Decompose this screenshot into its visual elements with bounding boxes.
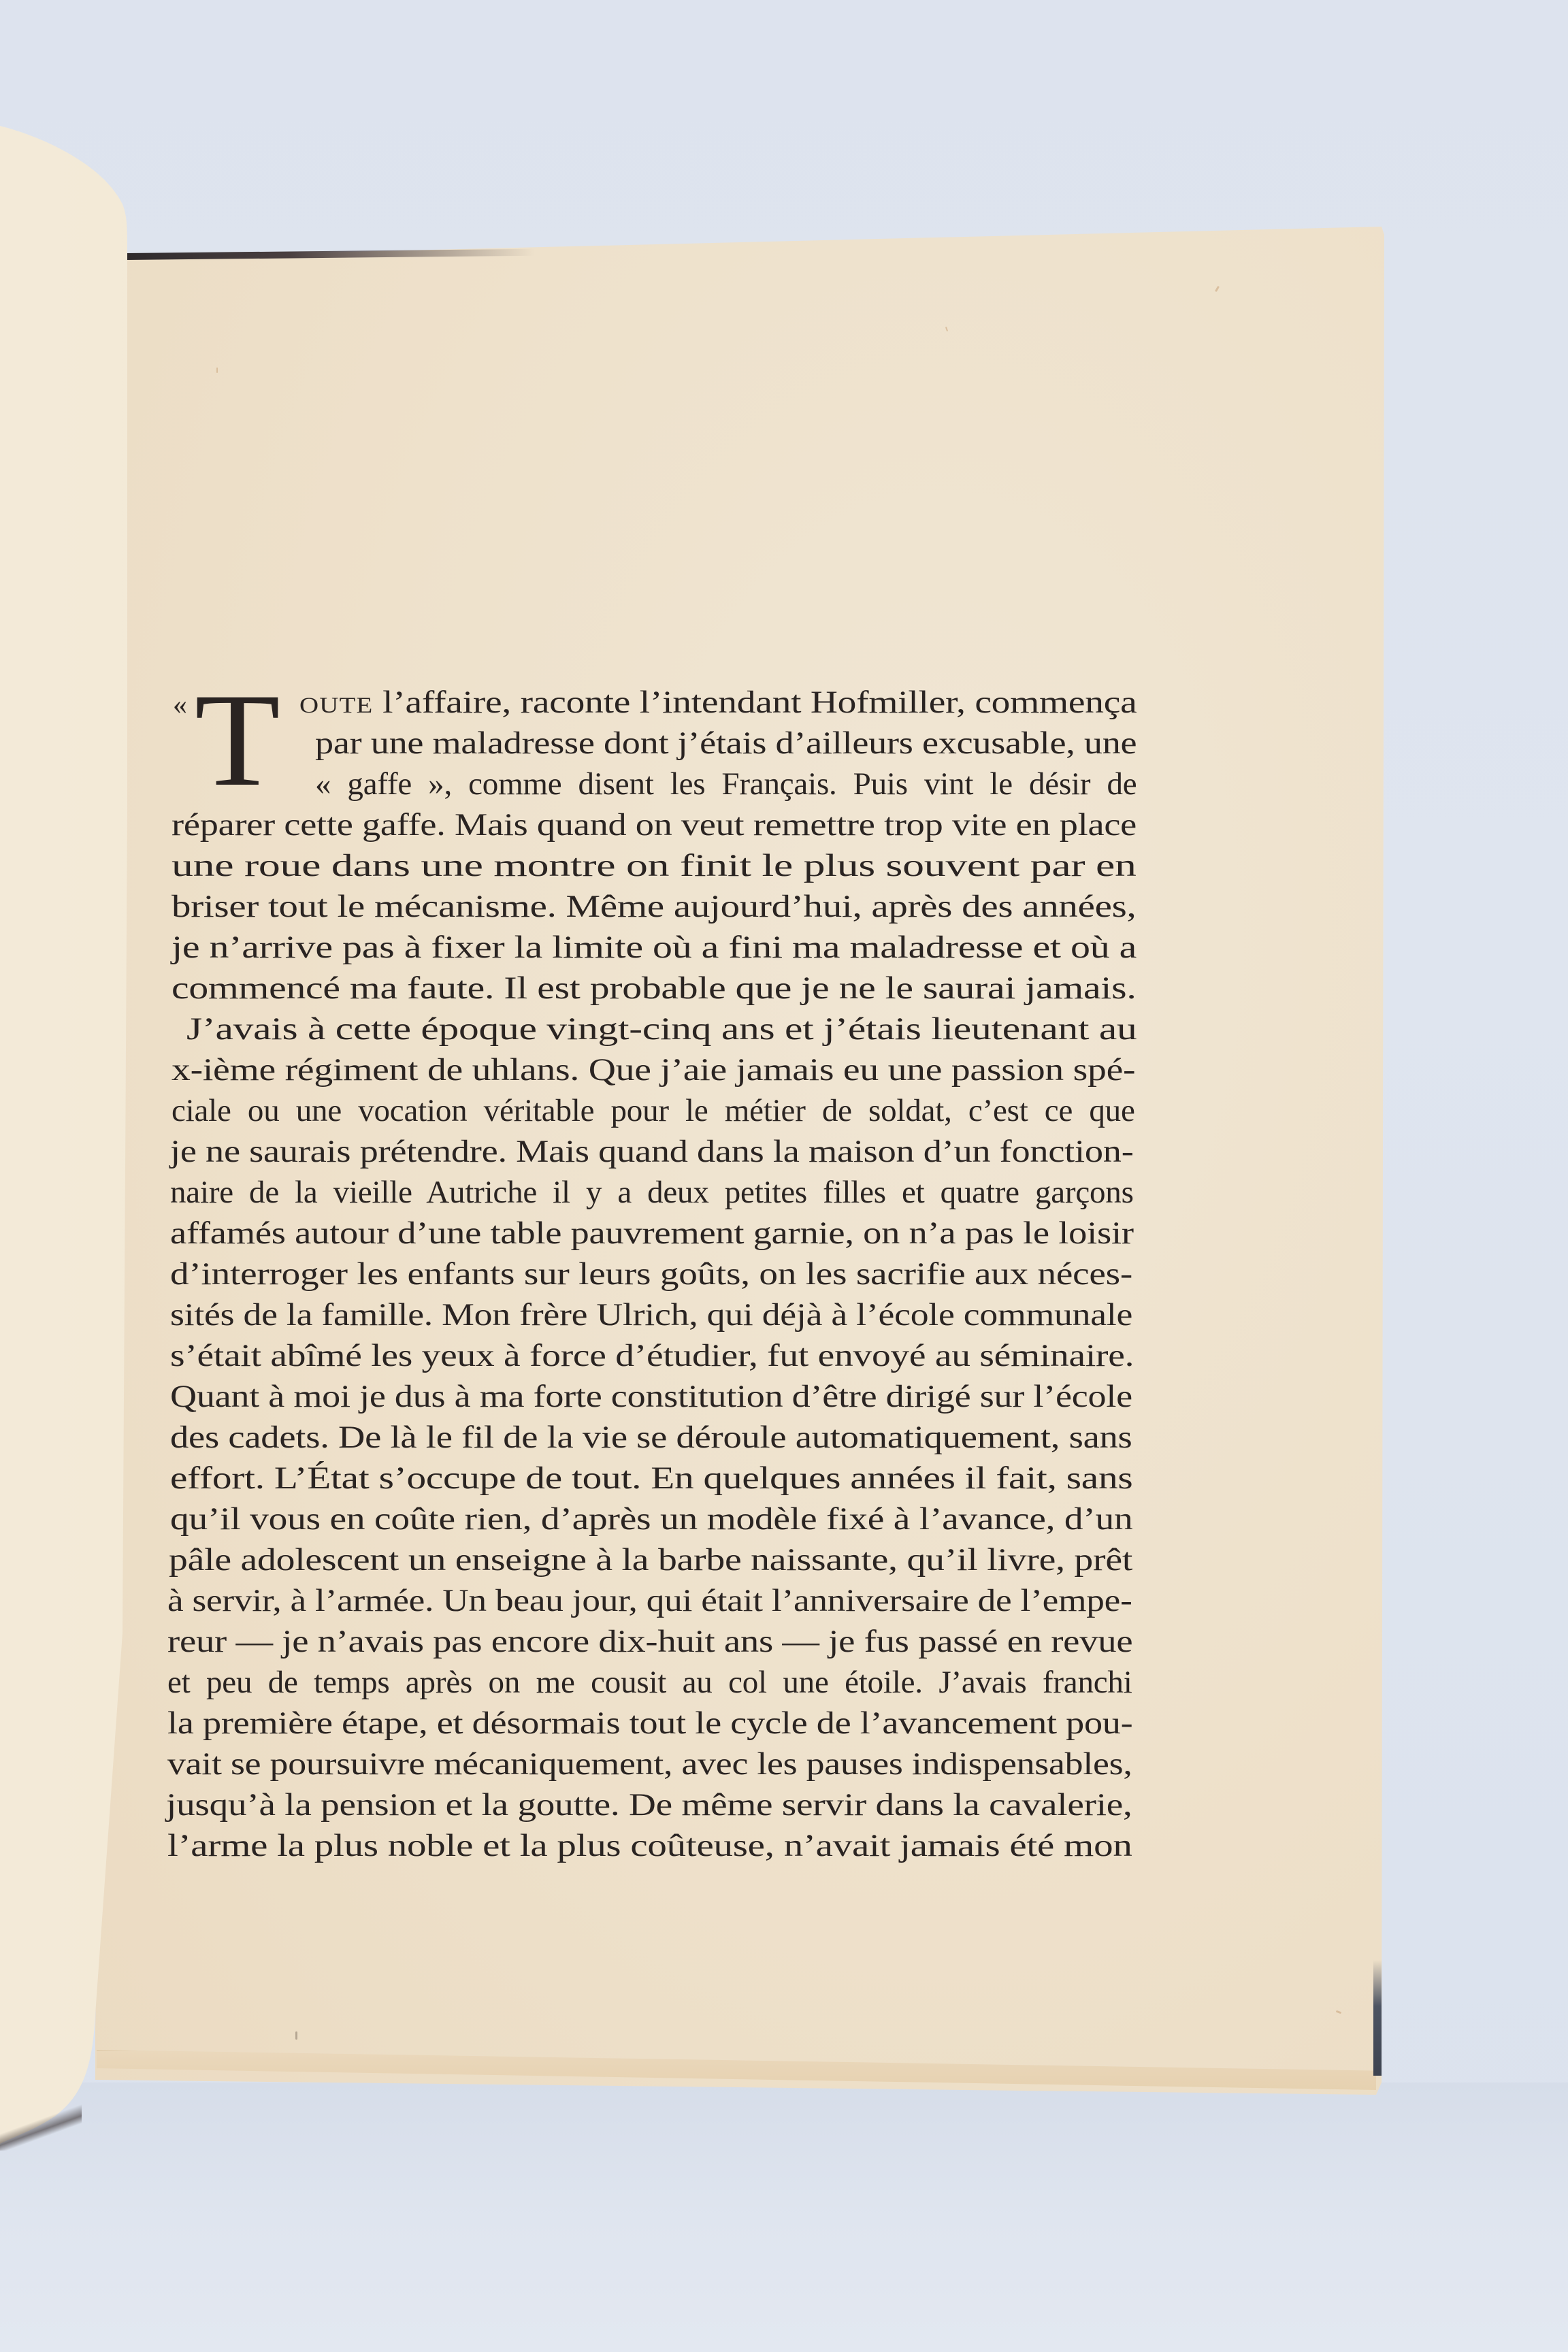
small-caps-word: oute	[299, 685, 374, 720]
text-line: ciale ou une vocation véritable pour le métier de soldat, c’est ce que	[172, 1093, 1135, 1128]
text-line: d’interroger les enfants sur leurs goûts, on les sacrifie aux néces-	[170, 1256, 1133, 1292]
text-line: vait se poursuivre mécaniquement, avec les pauses indispensables,	[167, 1746, 1132, 1782]
text-line: pâle adolescent un enseigne à la barbe naissante, qu’il livre, prêt	[169, 1542, 1133, 1578]
text-line: une roue dans une montre on finit le plus souvent par en	[172, 848, 1137, 883]
text-line: je n’arrive pas à fixer la limite où a fini ma maladresse et où a	[172, 930, 1137, 965]
text-line: commencé ma faute. Il est probable que je ne le saurai jamais.	[172, 970, 1137, 1006]
text-line: « gaffe », comme disent les Français. Puis vint le désir de	[315, 766, 1137, 802]
text-line: jusqu’à la pension et la goutte. De même servir dans la cavalerie,	[166, 1787, 1132, 1823]
opening-line-rest: l’affaire, raconte l’intendant Hofmiller, commença	[382, 685, 1137, 720]
text-line: x-ième régiment de uhlans. Que j’aie jamais eu une passion spé-	[172, 1052, 1136, 1088]
text-line: reur — je n’avais pas encore dix-huit ans — je fus passé en revue	[167, 1624, 1133, 1659]
text-line: qu’il vous en coûte rien, d’après un modèle fixé à l’avance, d’un	[170, 1501, 1133, 1537]
text-line: réparer cette gaffe. Mais quand on veut remettre trop vite en place	[172, 807, 1137, 843]
text-line: par une maladresse dont j’étais d’ailleurs excusable, une	[315, 725, 1137, 761]
text-line: sités de la famille. Mon frère Ulrich, qui déjà à l’école communale	[170, 1297, 1133, 1333]
opening-guillemet: «	[173, 689, 187, 721]
text-line: à servir, à l’armée. Un beau jour, qui était l’anniversaire de l’empe-	[167, 1583, 1132, 1618]
text-line: l’arme la plus noble et la plus coûteuse, n’avait jamais été mon	[167, 1828, 1132, 1863]
text-line: Quant à moi je dus à ma forte constitution d’être dirigé sur l’école	[170, 1379, 1132, 1414]
text-line: affamés autour d’une table pauvrement garnie, on n’a pas le loisir	[170, 1215, 1134, 1251]
text-line: et peu de temps après on me cousit au col une étoile. J’avais franchi	[167, 1665, 1132, 1700]
text-line: briser tout le mécanisme. Même aujourd’hui, après des années,	[172, 889, 1137, 924]
text-line: J’avais à cette époque vingt-cinq ans et j’étais lieutenant au	[186, 1011, 1137, 1047]
drop-cap: T	[195, 666, 280, 814]
text-line	[299, 682, 1137, 723]
text-line: effort. L’État s’occupe de tout. En quelques années il fait, sans	[170, 1460, 1133, 1496]
text-line: je ne saurais prétendre. Mais quand dans la maison d’un fonction-	[170, 1134, 1134, 1169]
text-line: des cadets. De là le fil de la vie se déroule automatiquement, sans	[170, 1420, 1132, 1455]
text-line: s’était abîmé les yeux à force d’étudier, fut envoyé au séminaire.	[170, 1338, 1134, 1373]
text-line: naire de la vieille Autriche il y a deux petites filles et quatre garçons	[170, 1175, 1134, 1210]
text-line: la première étape, et désormais tout le cycle de l’avancement pou-	[167, 1705, 1133, 1741]
